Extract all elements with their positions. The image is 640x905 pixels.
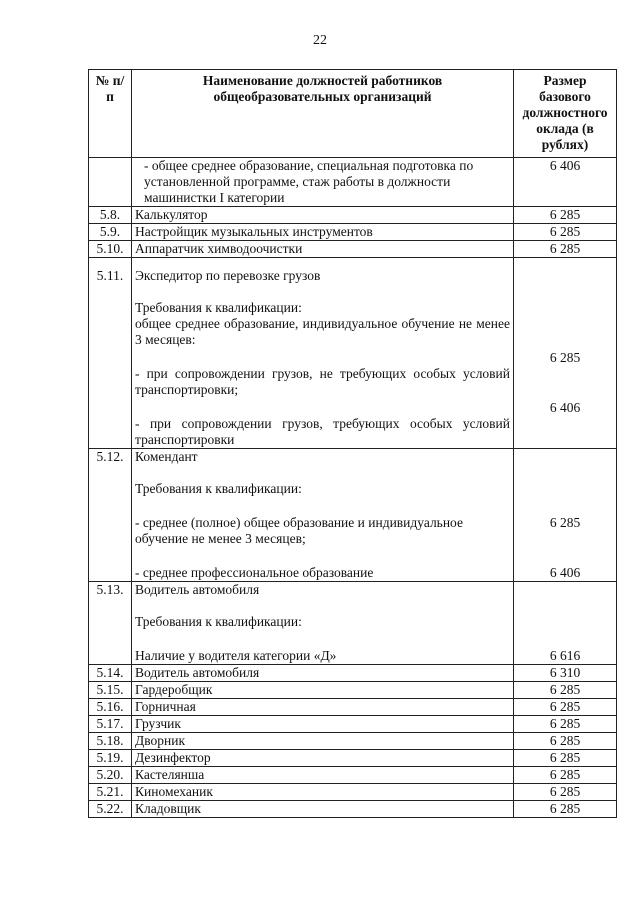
requirements-heading: Требования к квалификации: <box>135 614 302 629</box>
row-name: Дворник <box>132 733 514 750</box>
row-num: 5.11. <box>89 258 132 449</box>
table-row <box>89 449 617 582</box>
row-pay: 6 285 <box>514 241 617 258</box>
salary-value: 6 616 <box>549 648 581 663</box>
row-num: 5.12. <box>89 449 132 582</box>
row-pay: 6 285 <box>514 784 617 801</box>
row-pay: 6 285 <box>514 682 617 699</box>
row-name: Настройщик музыкальных инструментов <box>132 224 514 241</box>
row-name: - общее среднее образование, специальная подготовка по установленной программе, стаж работы в должности машинистки I категории <box>132 158 514 207</box>
table-row <box>89 699 617 716</box>
salary-value: 6 406 <box>549 565 581 580</box>
table-row <box>89 682 617 699</box>
table-row <box>89 258 617 449</box>
row-num: 5.15. <box>89 682 132 699</box>
row-num: 5.8. <box>89 207 132 224</box>
row-name: Кладовщик <box>132 801 514 818</box>
table-row <box>89 241 617 258</box>
position-title: Экспедитор по перевозке грузов <box>135 268 321 283</box>
requirement-item: Наличие у водителя категории «Д» <box>135 648 337 663</box>
row-pay: 6 285 <box>514 767 617 784</box>
table-row <box>89 224 617 241</box>
row-num: 5.21. <box>89 784 132 801</box>
row-num: 5.13. <box>89 582 132 665</box>
row-name: Калькулятор <box>132 207 514 224</box>
table-row <box>89 733 617 750</box>
header-pay: Размер базового должностного оклада (в рублях) <box>514 70 617 158</box>
row-pay: 6 285 <box>514 716 617 733</box>
table-row <box>89 784 617 801</box>
row-num: 5.18. <box>89 733 132 750</box>
table-row <box>89 582 617 665</box>
row-name: Гардеробщик <box>132 682 514 699</box>
row-num: 5.9. <box>89 224 132 241</box>
table-row <box>89 750 617 767</box>
row-num: 5.19. <box>89 750 132 767</box>
row-num: 5.16. <box>89 699 132 716</box>
row-num: 5.14. <box>89 665 132 682</box>
row-num: 5.10. <box>89 241 132 258</box>
row-name: Грузчик <box>132 716 514 733</box>
row-num: 5.22. <box>89 801 132 818</box>
row-pay: 6 285 <box>514 801 617 818</box>
row-name <box>132 258 514 449</box>
row-name: Аппаратчик химводоочистки <box>132 241 514 258</box>
requirement-item: - при сопровождении грузов, не требующих особых условий транспортировки; <box>135 366 510 397</box>
row-name <box>132 582 514 665</box>
table-row <box>89 665 617 682</box>
table-row <box>89 716 617 733</box>
row-num: 5.20. <box>89 767 132 784</box>
requirements-text: общее среднее образование, индивидуальное обучение не менее 3 месяцев: <box>135 316 510 347</box>
row-pay: 6 285 <box>514 207 617 224</box>
row-pay <box>514 258 617 449</box>
table-row <box>89 207 617 224</box>
row-name: Горничная <box>132 699 514 716</box>
row-name: Кастелянша <box>132 767 514 784</box>
header-name: Наименование должностей работников общеобразовательных организаций <box>132 70 514 158</box>
table-header-row <box>89 70 617 158</box>
row-num <box>89 158 132 207</box>
row-name: Дезинфектор <box>132 750 514 767</box>
row-name <box>132 449 514 582</box>
table-row <box>89 158 617 207</box>
salary-value: 6 406 <box>549 400 581 415</box>
salary-table <box>88 69 617 818</box>
row-pay: 6 406 <box>514 158 617 207</box>
row-name: Киномеханик <box>132 784 514 801</box>
requirement-item: - среднее профессиональное образование <box>135 565 374 580</box>
row-pay: 6 285 <box>514 224 617 241</box>
row-pay: 6 285 <box>514 699 617 716</box>
row-num: 5.17. <box>89 716 132 733</box>
requirements-heading: Требования к квалификации: <box>135 481 302 496</box>
requirements-heading: Требования к квалификации: <box>135 300 302 315</box>
row-name: Водитель автомобиля <box>132 665 514 682</box>
salary-value: 6 285 <box>549 515 581 530</box>
page-number: 22 <box>313 33 327 48</box>
row-pay: 6 285 <box>514 750 617 767</box>
requirement-item: - среднее (полное) общее образование и индивидуальное обучение не менее 3 месяцев; <box>135 515 463 546</box>
salary-value: 6 285 <box>549 350 581 365</box>
position-title: Комендант <box>135 449 198 464</box>
requirement-item: - при сопровождении грузов, требующих особых условий транспортировки <box>135 416 510 447</box>
position-title: Водитель автомобиля <box>135 582 260 597</box>
table-row <box>89 801 617 818</box>
table-row <box>89 767 617 784</box>
header-num: № п/п <box>89 70 132 158</box>
row-pay <box>514 449 617 582</box>
row-pay: 6 310 <box>514 665 617 682</box>
row-pay <box>514 582 617 665</box>
row-pay: 6 285 <box>514 733 617 750</box>
